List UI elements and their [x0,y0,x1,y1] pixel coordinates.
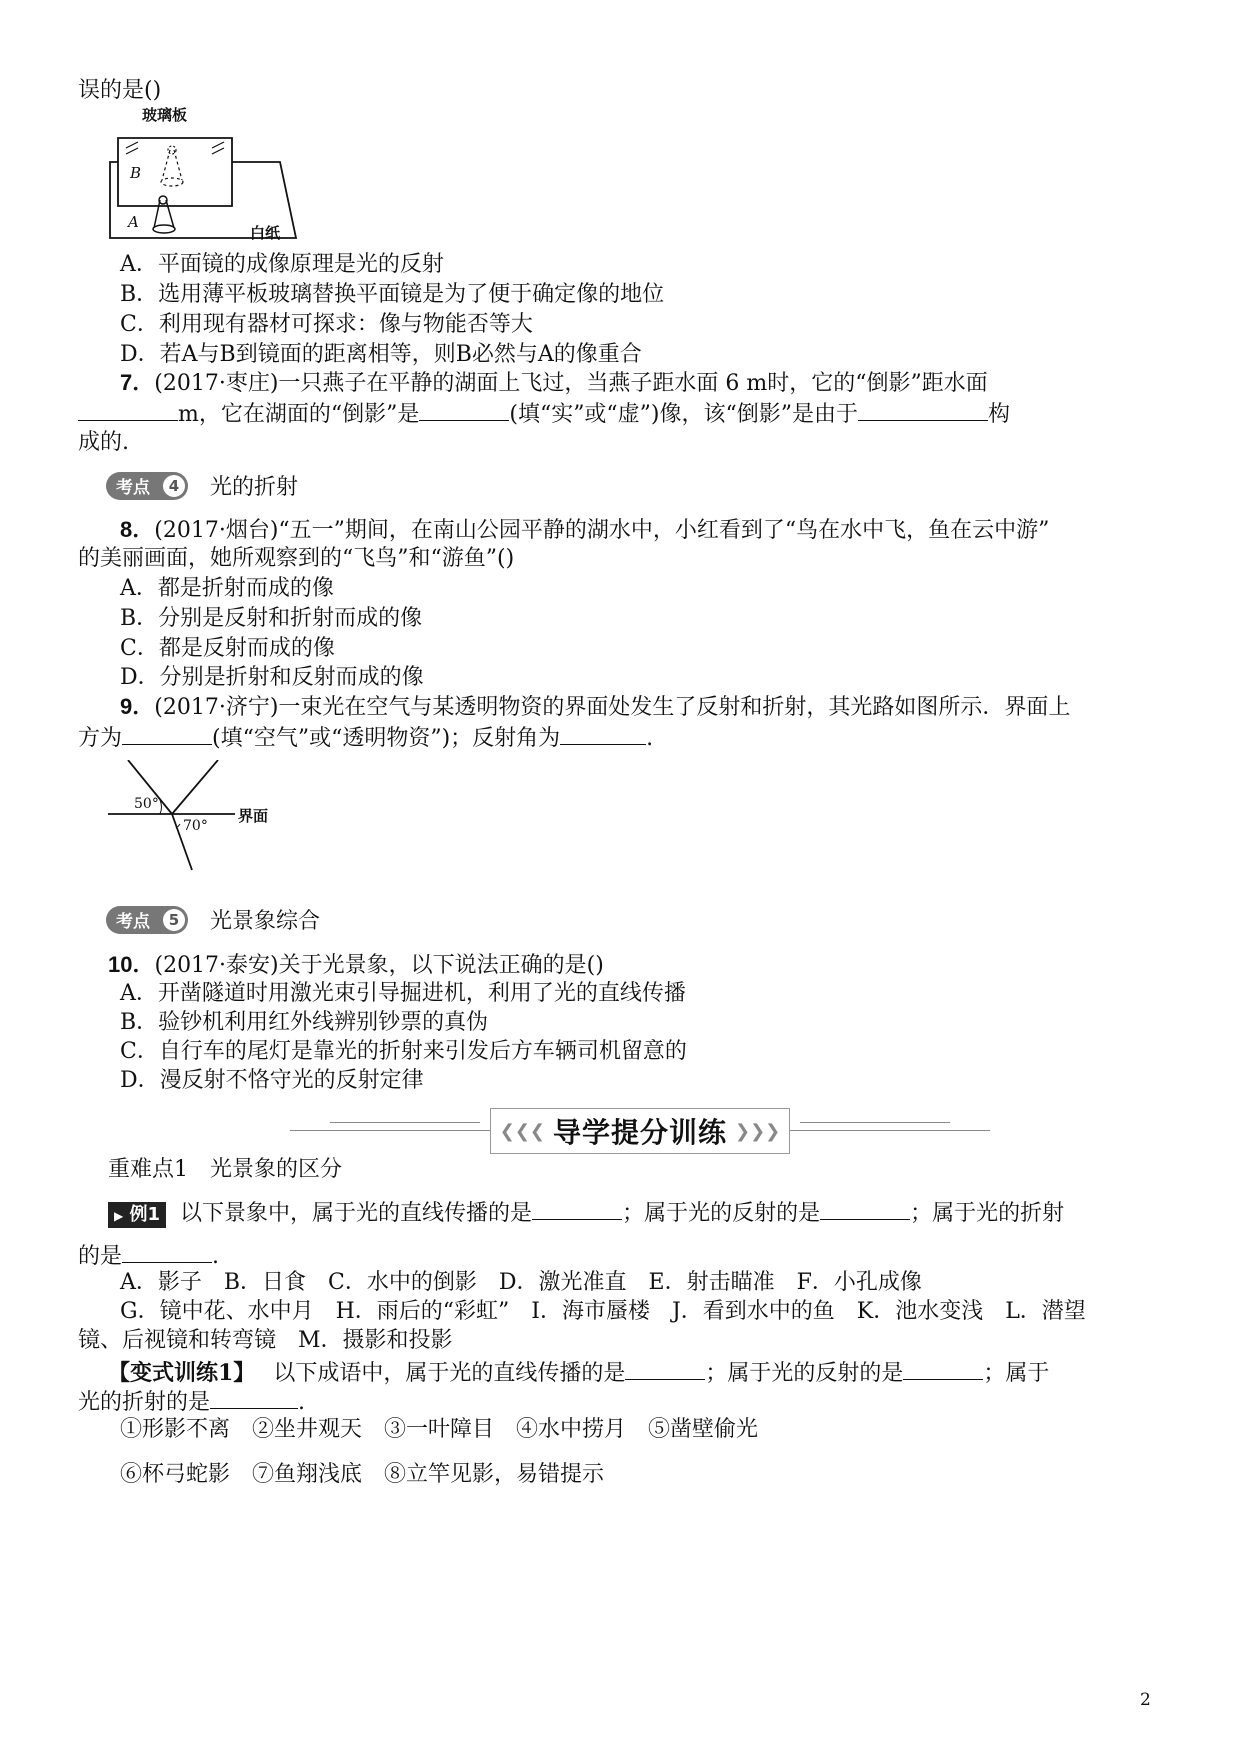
example-text1b: ；属于光的反射的是 [622,1201,821,1226]
q6-option-c: C．利用现有器材可探求：像与物能否等大 [120,312,533,337]
example-text1c: ；属于光的折射 [910,1201,1065,1226]
play-icon: ▶ [114,1209,124,1223]
interface-label: 界面 [238,807,269,825]
q7-line1 [120,368,988,399]
page-number: 2 [1140,1690,1151,1710]
q8-text1: (2017·烟台)“五一”期间，在南山公园平静的湖水中，小红看到了“鸟在水中飞，鱼在云中游” [154,518,1050,543]
q8-line1 [120,515,1049,546]
q10-line1 [108,950,604,981]
example-badge [108,1202,166,1228]
q8-number: 8． [120,517,155,542]
variant-text2b: . [298,1390,306,1415]
kaodian-title: 光的折射 [210,475,299,500]
q6-option-d: D．若A与B到镜面的距离相等，则B必然与A的像重合 [120,342,642,367]
section-title: 导学提分训练 [552,1116,727,1149]
q7-number: 7． [120,370,155,395]
variant-text1a: 以下成语中，属于光的直线传播的是 [273,1361,626,1386]
key-point-title: 光景象的区分 [210,1157,343,1182]
q6-stem-tail: 误的是() [78,78,162,103]
banner-rule-right [800,1122,950,1123]
variant-1-line3: ①形影不离 ②坐井观天 ③一叶障目 ④水中捞月 ⑤凿壁偷光 [120,1417,759,1442]
key-point-heading [108,1155,342,1185]
q10-option-d: D．漫反射不恪守光的反射定律 [120,1068,424,1093]
q10-number: 10． [108,952,155,977]
q7-blank-3[interactable] [858,398,988,421]
glass-plate-label: 玻璃板 [142,106,188,124]
q9-number: 9． [120,694,155,719]
q9-text1: (2017·济宁)一束光在空气与某透明物资的界面处发生了反射和折射，其光路如图所示．界面上 [154,695,1071,720]
kaodian-badge-text: 考点 [116,912,150,932]
q10-text1: (2017·泰安)关于光景象，以下说法正确的是() [154,953,604,978]
variant-text1c: ；属于 [983,1361,1050,1386]
refraction-diagram [100,760,300,872]
angle-50-label: 50° [134,796,159,812]
variant-1-line1 [108,1357,1049,1389]
example-1-line1 [108,1197,1064,1229]
key-point-label: 重难点1 [108,1157,188,1182]
kaodian-badge [106,472,188,500]
kaodian-5-heading [106,904,320,935]
q9-line1 [120,692,1070,723]
q7-line2 [78,398,1010,430]
q7-line3: 成的. [78,430,129,455]
example-1-line5: 镜、后视镜和转弯镜 M．摄影和投影 [78,1328,453,1353]
kaodian-title: 光景象综合 [210,909,321,934]
variant-label: 【变式训练1】 [108,1360,256,1386]
variant-1-line4: ⑥杯弓蛇影 ⑦鱼翔浅底 ⑧立竿见影，易错提示 [120,1462,605,1487]
example-1-line4: G．镜中花、水中月 H．雨后的“彩虹” I．海市蜃楼 J．看到水中的鱼 K．池水变浅 L．潜望 [120,1299,1086,1324]
example-text2a: 的是 [78,1244,123,1269]
kaodian-badge [106,906,188,934]
example-text2b: . [212,1244,220,1269]
q7-blank-1[interactable] [78,398,178,421]
q9-text2c: . [646,726,654,751]
kaodian-badge-text: 考点 [116,478,150,498]
example-blank-2[interactable] [820,1197,910,1220]
q8-line2: 的美丽画面，她所观察到的“飞鸟”和“游鱼”() [78,546,515,571]
q6-option-a: A．平面镜的成像原理是光的反射 [120,252,444,277]
example-1-line3: A．影子 B．日食 C．水中的倒影 D．激光准直 E．射击瞄准 F．小孔成像 [120,1270,922,1295]
variant-text2a: 光的折射的是 [78,1390,211,1415]
q9-text2a: 方为 [78,726,123,751]
kaodian-number: 5 [163,909,185,931]
variant-1-line2 [78,1386,305,1418]
example-badge-text: 例1 [129,1204,161,1225]
section-banner [290,1108,990,1154]
kaodian-4-heading [106,470,298,501]
q9-blank-2[interactable] [560,722,646,745]
example-blank-3[interactable] [122,1240,212,1263]
q7-text2a: m，它在湖面的“倒影”是 [178,402,420,427]
label-b: B [130,164,142,182]
q8-option-a: A．都是折射而成的像 [120,576,334,601]
q9-blank-1[interactable] [122,722,212,745]
glass-plate-figure [100,106,310,245]
q10-option-b: B．验钞机利用红外线辨别钞票的真伪 [120,1010,489,1035]
variant-text1b: ；属于光的反射的是 [705,1361,904,1386]
q9-text2b: (填“空气”或“透明物资”)；反射角为 [212,726,561,751]
example-text1a: 以下景象中，属于光的直线传播的是 [180,1201,533,1226]
q8-option-b: B．分别是反射和折射而成的像 [120,606,423,631]
angle-70-label: 70° [183,818,208,834]
kaodian-number: 4 [163,475,185,497]
q7-text2b: (填“实”或“虚”)像，该“倒影”是由于 [509,402,859,427]
q10-option-c: C．自行车的尾灯是靠光的折射来引发后方车辆司机留意的 [120,1039,687,1064]
q7-text2c: 构 [988,402,1011,427]
q9-line2 [78,722,653,754]
variant-blank-3[interactable] [210,1386,298,1409]
q8-option-d: D．分别是折射和反射而成的像 [120,665,424,690]
refraction-figure [100,760,300,872]
chevron-left-icon: ❮❮❮ [499,1120,545,1142]
variant-blank-2[interactable] [903,1357,983,1380]
example-blank-1[interactable] [532,1197,622,1220]
q7-text1: (2017·枣庄)一只燕子在平静的湖面上飞过，当燕子距水面 6 m时，它的“倒影”距水面 [154,371,988,396]
q6-option-b: B．选用薄平板玻璃替换平面镜是为了便于确定像的地位 [120,282,665,307]
label-a: A [128,213,139,231]
white-paper-label: 白纸 [250,224,281,242]
q10-option-a: A．开凿隧道时用激光束引导掘进机，利用了光的直线传播 [120,981,686,1006]
q8-option-c: C．都是反射而成的像 [120,636,335,661]
banner-box [490,1108,790,1154]
variant-blank-1[interactable] [625,1357,705,1380]
chevron-right-icon: ❯❯❯ [735,1120,781,1142]
banner-rule-left [330,1122,480,1123]
q7-blank-2[interactable] [419,398,509,421]
